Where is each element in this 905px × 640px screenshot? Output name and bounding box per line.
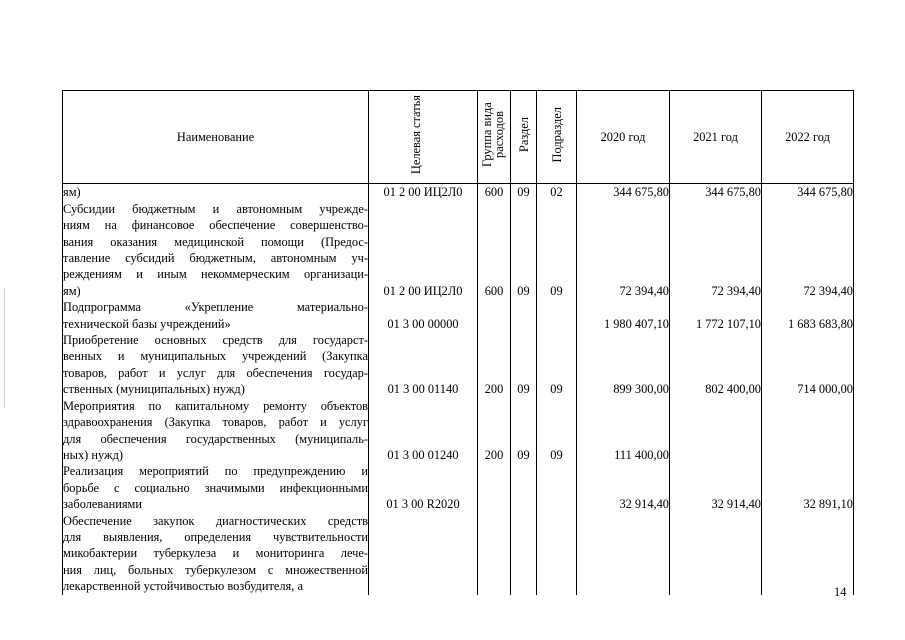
- row-name-line: Подпрограмма «Укрепление материально-: [63, 300, 368, 315]
- row-name-line: здравоохранения (Закупка товаров, работ и услуг: [63, 415, 368, 430]
- row-name-line: Субсидии бюджетным и автономным учрежде-: [63, 201, 368, 216]
- table-row: [63, 513, 854, 595]
- row-name: [63, 463, 369, 512]
- row-name: [63, 299, 369, 332]
- row-value-2021: [670, 513, 762, 595]
- row-value-2020-text: 32 914,40: [619, 497, 669, 512]
- row-value-2021: [670, 398, 762, 464]
- row-target-article-text: 01 2 00 ИЦ2Л0: [383, 283, 463, 298]
- row-target-article: [369, 184, 478, 201]
- row-target-article-text: 01 3 00 00000: [387, 316, 459, 331]
- row-value-2021: [670, 332, 762, 398]
- row-target-article: [369, 463, 478, 512]
- row-name-line: Мероприятия по капитальному ремонту объектов: [63, 398, 368, 413]
- row-subsection-text: 09: [550, 283, 563, 298]
- row-target-article-text: 01 3 00 01140: [387, 382, 459, 397]
- row-name-line: Обеспечение закупок диагностических средств: [63, 513, 368, 528]
- row-name: [63, 201, 369, 299]
- row-value-2020-text: 72 394,40: [619, 283, 669, 298]
- row-section: [511, 463, 537, 512]
- row-value-2021-text: 72 394,40: [711, 283, 761, 298]
- row-value-2022: [762, 398, 854, 464]
- row-value-2020: [577, 463, 670, 512]
- header-target-article: Целевая статья: [369, 91, 478, 184]
- table-row: [63, 398, 854, 464]
- row-name-line: Реализация мероприятий по предупреждению и: [63, 464, 368, 479]
- row-expense-group-text: 600: [484, 283, 504, 298]
- row-value-2020-text: 899 300,00: [613, 382, 669, 397]
- row-expense-group: [478, 513, 511, 595]
- row-section: [511, 299, 537, 332]
- row-expense-group: [478, 398, 511, 464]
- row-name-line: ния лиц, больных туберкулезом с множественной: [63, 562, 368, 577]
- row-section-text: 09: [517, 382, 530, 397]
- table-row: [63, 332, 854, 398]
- row-name-line: Приобретение основных средств для государст-: [63, 333, 368, 348]
- row-name-line: товаров, работ и услуг для обеспечения государ-: [63, 365, 368, 380]
- row-target-article-text: 01 2 00 ИЦ2Л0: [383, 185, 463, 200]
- row-expense-group: [478, 463, 511, 512]
- row-value-2022-text: 344 675,80: [797, 185, 853, 200]
- row-name-line: ниям на финансовое обеспечение совершенство-: [63, 218, 368, 233]
- row-value-2022: [762, 184, 854, 201]
- row-subsection: [537, 463, 577, 512]
- row-section-text: 09: [517, 185, 530, 200]
- row-expense-group: [478, 299, 511, 332]
- row-name: [63, 184, 369, 201]
- row-value-2021: [670, 184, 762, 201]
- row-name-line: ственных (муниципальных) нужд): [63, 382, 245, 397]
- row-name: [63, 398, 369, 464]
- row-name-line: технической базы учреждений»: [63, 316, 231, 331]
- row-name-line: заболеваниями: [63, 497, 143, 512]
- row-value-2022-text: 32 891,10: [803, 497, 853, 512]
- row-expense-group: [478, 332, 511, 398]
- row-value-2021-text: 802 400,00: [705, 382, 761, 397]
- row-section: [511, 332, 537, 398]
- row-value-2020-text: 111 400,00: [614, 447, 669, 462]
- page-number: 14: [834, 585, 847, 599]
- row-value-2021-text: 32 914,40: [711, 497, 761, 512]
- row-value-2022: [762, 332, 854, 398]
- row-subsection-text: 02: [550, 185, 563, 200]
- table-row: [63, 463, 854, 512]
- scan-edge-mark: [4, 288, 5, 408]
- row-target-article: [369, 201, 478, 299]
- row-section-text: 09: [517, 447, 530, 462]
- row-value-2020: [577, 201, 670, 299]
- header-name: Наименование: [63, 91, 369, 184]
- row-name-line: ных) нужд): [63, 447, 124, 462]
- header-2020: 2020 год: [577, 91, 670, 184]
- row-subsection: [537, 184, 577, 201]
- header-expense-group: Группа вида расходов: [478, 91, 511, 184]
- row-target-article-text: 01 3 00 01240: [387, 447, 459, 462]
- row-name-line: ям): [63, 283, 81, 298]
- table-header-row: [63, 91, 854, 184]
- row-target-article: [369, 332, 478, 398]
- row-name-line: лекарственной устойчивостью возбудителя, а: [63, 579, 303, 594]
- row-value-2022: [762, 299, 854, 332]
- row-name-line: тавление субсидий бюджетным, автономным уч-: [63, 251, 368, 266]
- row-value-2021: [670, 299, 762, 332]
- row-value-2020: [577, 513, 670, 595]
- header-subsection: Подраздел: [537, 91, 577, 184]
- row-subsection: [537, 332, 577, 398]
- row-value-2022-text: 714 000,00: [797, 382, 853, 397]
- row-name-line: для выявления, определения чувствительности: [63, 529, 368, 544]
- header-2022: 2022 год: [762, 91, 854, 184]
- row-value-2020: [577, 398, 670, 464]
- row-expense-group-text: 600: [484, 185, 504, 200]
- row-subsection-text: 09: [550, 447, 563, 462]
- row-expense-group-text: 200: [484, 447, 504, 462]
- row-value-2021: [670, 463, 762, 512]
- row-subsection: [537, 201, 577, 299]
- header-section: Раздел: [511, 91, 537, 184]
- row-value-2022: [762, 201, 854, 299]
- table-row: [63, 184, 854, 201]
- row-target-article-text: 01 3 00 R2020: [386, 497, 460, 512]
- row-value-2022-text: 72 394,40: [803, 283, 853, 298]
- row-name: [63, 513, 369, 595]
- row-section: [511, 398, 537, 464]
- row-subsection-text: 09: [550, 382, 563, 397]
- row-value-2020: [577, 184, 670, 201]
- row-section: [511, 201, 537, 299]
- row-name-line: вания оказания медицинской помощи (Предос-: [63, 234, 368, 249]
- row-value-2021: [670, 201, 762, 299]
- table-body: [63, 184, 854, 595]
- budget-table: [62, 90, 854, 595]
- row-subsection: [537, 398, 577, 464]
- row-expense-group: [478, 184, 511, 201]
- row-value-2020: [577, 332, 670, 398]
- row-value-2022: [762, 463, 854, 512]
- row-value-2020-text: 1 980 407,10: [603, 316, 669, 331]
- row-target-article: [369, 513, 478, 595]
- row-name-line: микобактерии туберкулеза и мониторинга лече-: [63, 546, 368, 561]
- header-2021: 2021 год: [670, 91, 762, 184]
- row-section: [511, 513, 537, 595]
- row-name-line: реждениям и иным некоммерческим организаци-: [63, 267, 368, 282]
- row-value-2022: [762, 513, 854, 595]
- table-row: [63, 201, 854, 299]
- row-value-2021-text: 1 772 107,10: [695, 316, 761, 331]
- row-value-2020-text: 344 675,80: [613, 185, 669, 200]
- row-name: [63, 332, 369, 398]
- row-value-2020: [577, 299, 670, 332]
- row-expense-group-text: 200: [484, 382, 504, 397]
- row-name-line: для обеспечения государственных (муниципаль-: [63, 431, 368, 446]
- row-name-line: борьбе с социально значимыми инфекционными: [63, 480, 368, 495]
- row-subsection: [537, 513, 577, 595]
- row-value-2022-text: 1 683 683,80: [787, 316, 853, 331]
- row-value-2021-text: 344 675,80: [705, 185, 761, 200]
- row-expense-group: [478, 201, 511, 299]
- row-section-text: 09: [517, 283, 530, 298]
- row-target-article: [369, 398, 478, 464]
- row-subsection: [537, 299, 577, 332]
- row-name-line: венных и муниципальных учреждений (Закупка: [63, 349, 368, 364]
- table-row: [63, 299, 854, 332]
- row-target-article: [369, 299, 478, 332]
- row-name-line: ям): [63, 185, 81, 200]
- row-section: [511, 184, 537, 201]
